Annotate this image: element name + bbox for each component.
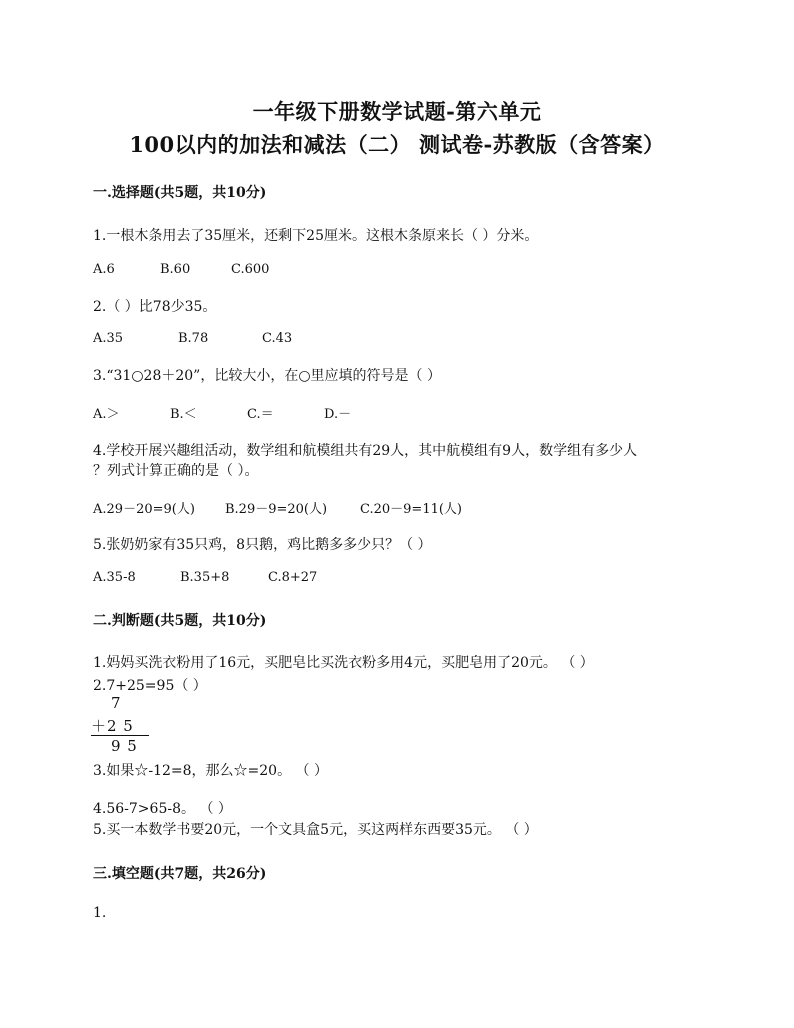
vertical-calc-middle: ＋2 5 (91, 717, 134, 735)
section-choice-heading: 一.选择题(共5题，共10分) (93, 185, 267, 201)
judge-question-1: 1.妈妈买洗衣粉用了16元，买肥皂比买洗衣粉多用4元，买肥皂用了20元。 （ ） (93, 655, 594, 671)
section-judge-heading: 二.判断题(共5题，共10分) (93, 613, 267, 629)
choice-q5-option-c: C.8+27 (268, 570, 318, 585)
choice-q2-option-c: C.43 (262, 331, 293, 346)
title-line-2: 100以内的加法和减法（二） 测试卷-苏教版（含答案） (129, 132, 665, 157)
fill-question-1: 1. (93, 905, 107, 921)
choice-q1-option-c: C.600 (231, 262, 270, 277)
choice-question-1: 1.一根木条用去了35厘米，还剩下25厘米。这根木条原来长（ ）分米。 (93, 228, 539, 244)
choice-q1-option-b: B.60 (160, 262, 191, 277)
choice-q2-option-b: B.78 (178, 331, 209, 346)
vertical-calc-top: 7 (111, 694, 122, 712)
choice-q5-option-b: B.35+8 (180, 570, 230, 585)
judge-question-4: 4.56-7>65-8。 （ ） (93, 801, 232, 817)
choice-question-3: 3.“31○28＋20”，比较大小，在○里应填的符号是（ ） (93, 368, 441, 384)
judge-question-2: 2.7+25=95（ ） (93, 678, 207, 694)
title-line-1: 一年级下册数学试题-第六单元 (252, 99, 542, 124)
vertical-calc-rule (91, 735, 149, 736)
choice-q3-option-a: A.＞ (93, 407, 120, 422)
choice-question-5: 5.张奶奶家有35只鸡，8只鹅，鸡比鹅多多少只？（ ） (93, 537, 432, 553)
choice-q5-option-a: A.35-8 (93, 570, 136, 585)
vertical-calc-result: 9 5 (111, 737, 138, 755)
choice-q1-option-a: A.6 (93, 262, 115, 277)
choice-q3-option-c: C.＝ (247, 407, 274, 422)
judge-question-5: 5.买一本数学书要20元，一个文具盒5元，买这两样东西要35元。 （ ） (93, 822, 538, 838)
choice-question-4-cont: ？列式计算正确的是（ ）。 (93, 463, 259, 479)
choice-q4-option-a: A.29－20=9(人) (93, 502, 195, 517)
choice-q4-option-c: C.20－9=11(人) (360, 502, 463, 517)
choice-q4-option-b: B.29－9=20(人) (225, 502, 328, 517)
choice-question-2: 2.（ ）比78少35。 (93, 299, 217, 315)
choice-q2-option-a: A.35 (93, 331, 124, 346)
choice-q3-option-d: D.－ (324, 407, 352, 422)
choice-question-4: 4.学校开展兴趣组活动，数学组和航模组共有29人，其中航模组有9人，数学组有多少人 (93, 443, 638, 459)
choice-q3-option-b: B.＜ (170, 407, 197, 422)
judge-question-3: 3.如果☆-12=8，那么☆=20。 （ ） (93, 763, 328, 779)
section-fill-heading: 三.填空题(共7题，共26分) (93, 866, 267, 882)
